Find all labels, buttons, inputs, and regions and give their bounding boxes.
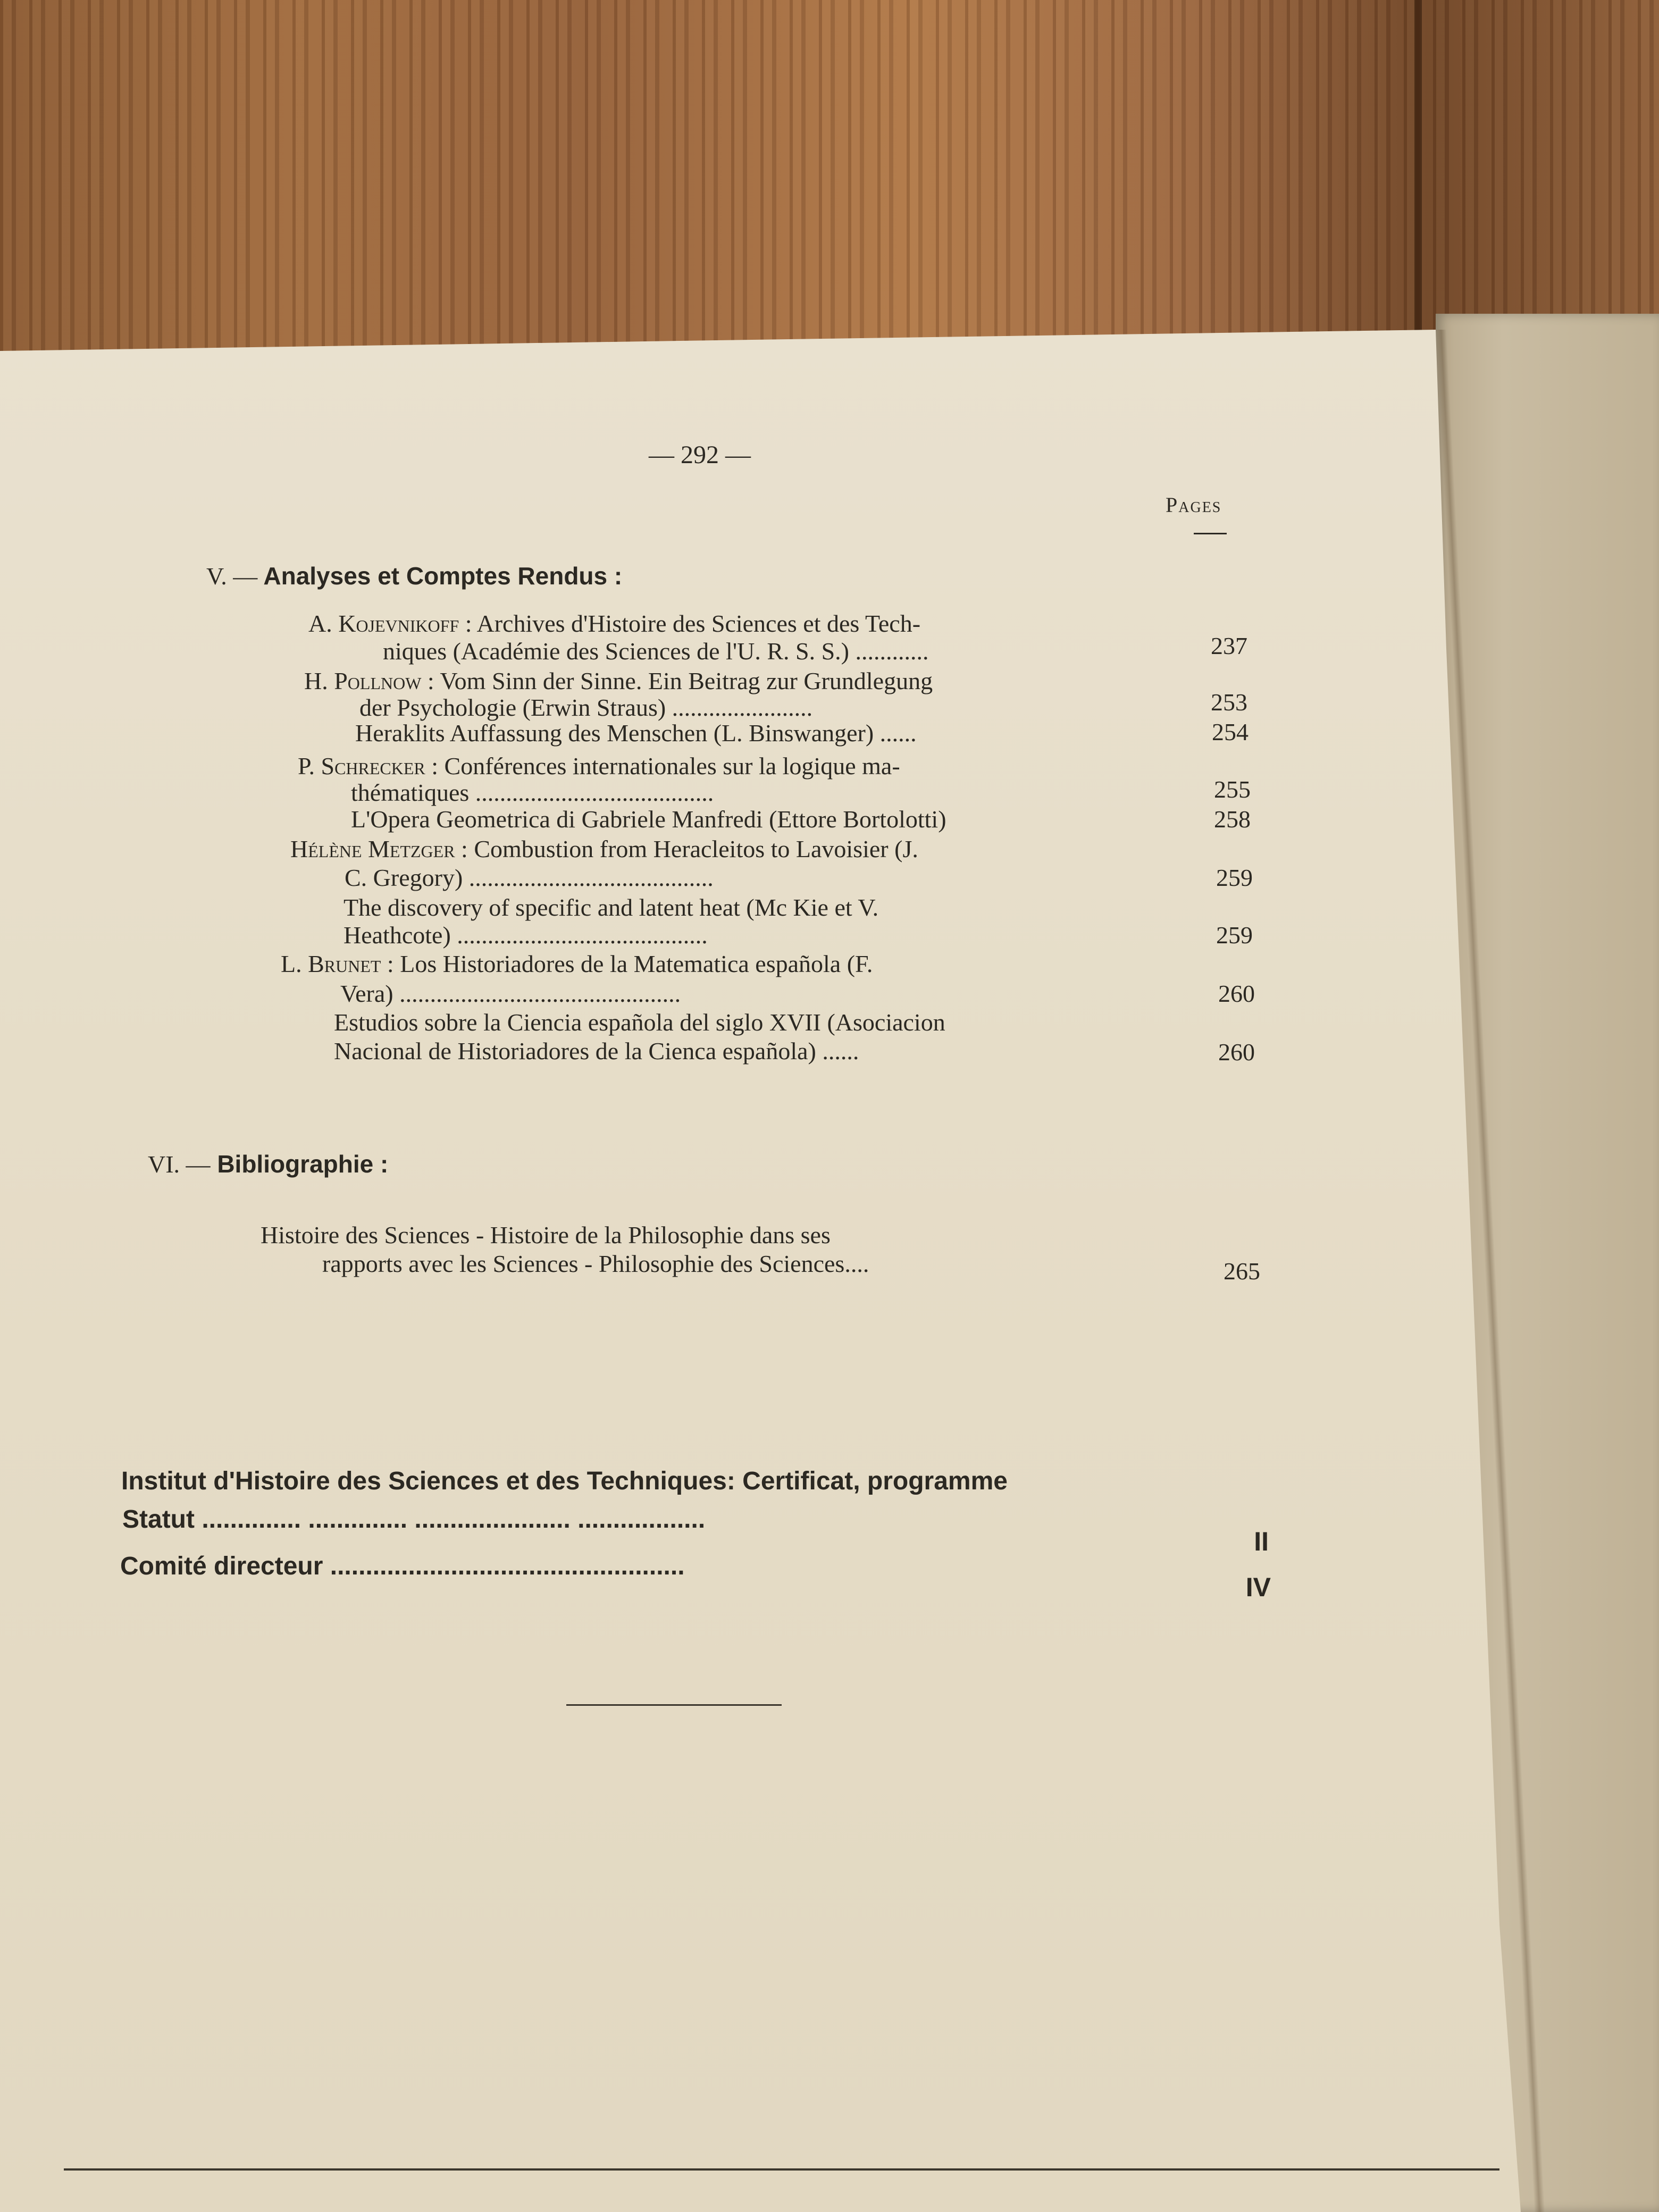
entry-page-number: 265 <box>1224 1258 1260 1285</box>
toc-entry-estudios: Estudios sobre la Ciencia española del siglo XVII (Asociacion <box>334 1009 945 1036</box>
entry-author: Hélène Metzger : <box>290 835 468 862</box>
entry-continuation: C. Gregory) ........................................ <box>345 864 714 891</box>
entry-continuation: der Psychologie (Erwin Straus) ....................... <box>359 694 813 721</box>
section-v-title: Analyses et Comptes Rendus : <box>263 562 623 590</box>
section-divider-rule <box>566 1704 782 1706</box>
entry-author: A. Kojevnikoff : <box>308 610 472 637</box>
entry-author: P. Schrecker : <box>298 752 439 780</box>
entry-continuation: niques (Académie des Sciences de l'U. R. S. S.) ............ <box>383 638 929 665</box>
entry-page-number: IV <box>1245 1572 1271 1602</box>
entry-page-number: 237 <box>1211 632 1247 659</box>
toc-entry-brunet <box>281 952 873 976</box>
entry-text: Archives d'Histoire des Sciences et des Tech- <box>476 610 921 637</box>
institut-statut-line: Statut .............. .............. ...................... .................. <box>122 1505 706 1534</box>
entry-text: Vom Sinn der Sinne. Ein Beitrag zur Grundlegung <box>440 667 933 694</box>
toc-entry-schrecker <box>298 754 900 778</box>
pages-column-heading: Pages <box>1166 493 1222 517</box>
entry-page-number: 259 <box>1216 864 1253 891</box>
toc-entry-heraklits: Heraklits Auffassung des Menschen (L. Binswanger) ...... <box>355 719 917 747</box>
entry-continuation: thématiques ....................................... <box>351 779 714 806</box>
entry-author: H. Pollnow : <box>304 667 434 694</box>
entry-text: Conférences internationales sur la logique ma- <box>444 752 900 780</box>
entry-page-number: 253 <box>1211 689 1247 716</box>
entry-page-number: II <box>1254 1527 1269 1556</box>
toc-entry-kojevnikoff <box>308 611 920 636</box>
entry-continuation: Vera) .............................................. <box>340 980 681 1007</box>
comite-directeur-entry: Comité directeur .................................................. <box>120 1552 685 1580</box>
toc-entry-metzger <box>290 837 918 861</box>
entry-page-number: 258 <box>1214 806 1251 833</box>
entry-text: Combustion from Heracleitos to Lavoisier (J. <box>474 835 918 862</box>
entry-page-number: 255 <box>1214 776 1251 803</box>
entry-page-number: 260 <box>1218 980 1255 1007</box>
section-vi-title: Bibliographie : <box>217 1150 389 1178</box>
page-number-folio: — 292 — <box>649 441 751 469</box>
entry-page-number: 254 <box>1212 718 1249 745</box>
bottom-rule <box>64 2168 1499 2171</box>
entry-page-number: 260 <box>1218 1038 1255 1066</box>
entry-page-number: 259 <box>1216 921 1253 949</box>
entry-continuation: rapports avec les Sciences - Philosophie des Sciences.... <box>322 1250 869 1277</box>
toc-entry-pollnow <box>304 669 933 693</box>
toc-entry-latent-heat: The discovery of specific and latent heat (Mc Kie et V. <box>343 894 879 921</box>
entry-text: Los Historiadores de la Matematica española (F. <box>400 950 873 977</box>
entry-author: L. Brunet : <box>281 950 394 977</box>
section-vi-number: VI. — <box>148 1151 211 1178</box>
entry-continuation: Heathcote) ......................................... <box>343 921 708 949</box>
section-v-number: V. — <box>206 563 258 590</box>
institut-entry: Institut d'Histoire des Sciences et des Techniques: Certificat, programme <box>121 1467 1008 1495</box>
toc-entry-bibliographie: Histoire des Sciences - Histoire de la Philosophie dans ses <box>261 1221 831 1249</box>
section-v-heading <box>206 564 622 589</box>
toc-entry-manfredi: L'Opera Geometrica di Gabriele Manfredi (Ettore Bortolotti) <box>351 806 946 833</box>
pages-heading-rule <box>1194 533 1227 534</box>
entry-continuation: Nacional de Historiadores de la Cienca española) ...... <box>334 1037 859 1065</box>
section-vi-heading <box>148 1152 388 1177</box>
